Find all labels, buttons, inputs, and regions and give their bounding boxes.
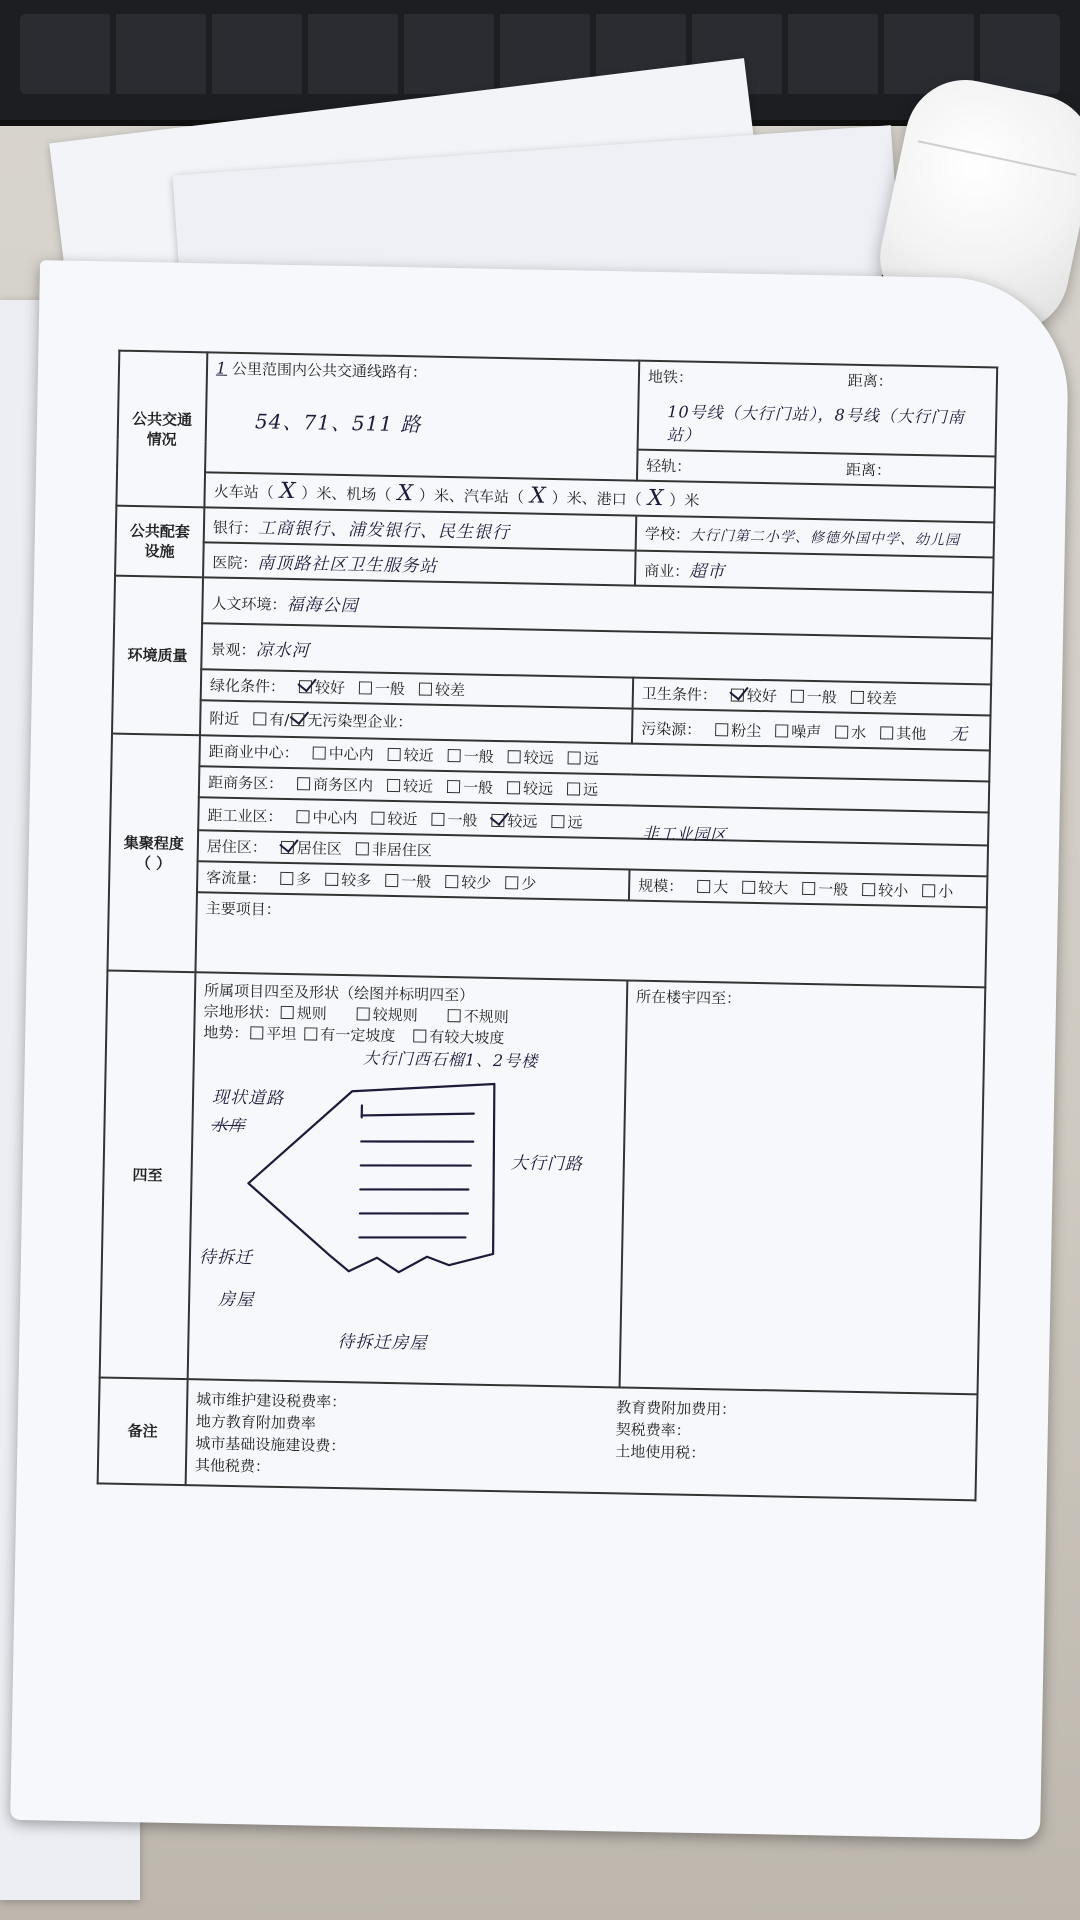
checkbox[interactable] — [880, 726, 893, 739]
greening-option-poor: 较差 — [434, 680, 466, 700]
checkbox[interactable] — [388, 748, 401, 761]
checkbox[interactable] — [413, 1029, 426, 1042]
checkbox[interactable] — [448, 749, 461, 762]
hygiene-option-good: 较好 — [746, 686, 778, 706]
checkbox[interactable] — [280, 872, 293, 885]
bus-station-label: ）米、汽车站（ — [418, 486, 525, 507]
checkbox-checked[interactable] — [291, 713, 304, 726]
checkbox[interactable] — [922, 884, 935, 897]
checkbox[interactable] — [250, 1026, 263, 1039]
case-seam — [918, 140, 1077, 176]
boundaries-sketch-cell — [188, 972, 628, 1387]
main-projects-label: 主要项目： — [205, 899, 281, 919]
business-option: 较远 — [522, 779, 554, 799]
checkbox[interactable] — [568, 751, 581, 764]
traffic-label: 客流量： — [206, 868, 267, 888]
metro-label: 地铁： — [647, 367, 694, 387]
scale-option: 大 — [713, 878, 729, 897]
checkbox-checked[interactable] — [299, 680, 312, 693]
business-option: 一般 — [462, 778, 494, 797]
terrain-option: 有较大坡度 — [429, 1027, 505, 1048]
terrain-option: 平坦 — [266, 1024, 297, 1044]
checkbox[interactable] — [802, 882, 815, 895]
hygiene-label: 卫生条件： — [641, 684, 718, 705]
greening-option-average: 一般 — [374, 679, 406, 699]
agglomeration-category: 集聚程度 （ ） — [107, 734, 200, 973]
survey-form — [94, 350, 999, 1657]
sketch-label-southwest: 待拆迁 — [198, 1247, 254, 1269]
business-option: 商务区内 — [312, 775, 374, 795]
checkbox[interactable] — [356, 842, 369, 855]
culture-label: 人文环境： — [211, 593, 287, 614]
terrain-option: 有一定坡度 — [320, 1025, 396, 1046]
checkbox[interactable] — [567, 782, 580, 795]
checkbox[interactable] — [304, 1027, 317, 1040]
traffic-option: 较多 — [341, 871, 372, 890]
train-station-mark: X — [279, 478, 296, 505]
traffic-option: 多 — [296, 870, 312, 889]
light-rail-distance-label: 距离： — [845, 460, 892, 480]
checkbox-checked[interactable] — [281, 841, 294, 854]
main-projects-cell — [195, 892, 986, 987]
sketch-label-south: 待拆迁房屋 — [337, 1332, 428, 1354]
remarks-cell — [186, 1379, 978, 1500]
keyboard-keys — [20, 14, 1060, 94]
boundary-sketch — [197, 1042, 617, 1380]
industrial-label: 距工业区： — [207, 806, 283, 826]
remarks-right — [615, 1396, 737, 1486]
checkbox[interactable] — [371, 812, 384, 825]
traffic-option: 较少 — [461, 873, 492, 892]
shape-label: 宗地形状： — [203, 1002, 279, 1022]
form-table — [97, 350, 999, 1502]
sketch-label-southwest-2: 房屋 — [217, 1289, 255, 1311]
transport-category: 公共交通 情况 — [116, 351, 207, 508]
light-rail-label: 轻轨： — [646, 456, 692, 476]
boundaries-category: 四至 — [100, 971, 196, 1380]
checkbox[interactable] — [359, 681, 372, 694]
checkbox[interactable] — [325, 873, 338, 886]
sketch-label-west-crossed: 水库 — [211, 1115, 246, 1136]
hospital-value: 南顶路社区卫生服务站 — [257, 553, 438, 577]
business-option: 较近 — [402, 777, 434, 796]
checkbox-checked[interactable] — [491, 814, 504, 827]
checkbox[interactable] — [715, 723, 728, 736]
checkbox[interactable] — [253, 712, 266, 725]
remark-line: 地方教育附加费率 — [195, 1412, 316, 1433]
bank-label: 银行： — [212, 518, 259, 538]
shape-option: 不规则 — [463, 1007, 509, 1027]
nearby-option-yes: 有/ — [269, 710, 290, 729]
airport-mark: X — [397, 481, 414, 507]
metro-value: 10号线（大行门站），8号线（大行门南站） — [666, 402, 965, 445]
commerce-label: 商业： — [644, 561, 690, 581]
commercial-option: 中心内 — [328, 744, 374, 764]
checkbox[interactable] — [281, 1006, 294, 1019]
industrial-option: 中心内 — [312, 808, 358, 828]
building-line — [361, 1163, 471, 1167]
industrial-note: 非工业园区 — [642, 823, 728, 845]
metro-distance-label: 距离： — [847, 371, 893, 391]
remarks-category: 备注 — [98, 1377, 188, 1485]
checkbox[interactable] — [313, 746, 326, 759]
sketch-label-north: 大行门西石榴1、2号楼 — [362, 1048, 539, 1071]
building-boundaries-label: 所在楼宇四至： — [635, 987, 742, 1008]
boundaries-title: 所属项目四至及形状（绘图并标明四至） — [203, 981, 475, 1005]
building-line — [360, 1187, 468, 1191]
industrial-option: 较远 — [507, 812, 538, 831]
building-line — [362, 1111, 474, 1117]
remark-line: 土地使用税： — [615, 1442, 706, 1463]
port-mark: X — [647, 485, 664, 512]
checkbox[interactable] — [387, 779, 400, 792]
pollution-option-water: 水 — [851, 723, 867, 743]
checkbox[interactable] — [742, 881, 755, 894]
pollution-label: 污染源： — [641, 719, 702, 739]
commercial-option: 较近 — [403, 746, 434, 765]
nearby-option-no: 无污染型企业： — [307, 711, 413, 732]
commerce-value: 超市 — [689, 561, 726, 583]
checkbox[interactable] — [851, 691, 864, 704]
checkbox[interactable] — [448, 1009, 461, 1022]
commercial-label: 距商业中心： — [208, 742, 299, 763]
commercial-option: 一般 — [463, 747, 494, 766]
scenery-value: 凉水河 — [255, 639, 310, 661]
building-line — [360, 1211, 468, 1215]
hospital-label: 医院： — [212, 553, 258, 573]
checkbox[interactable] — [297, 777, 310, 790]
commercial-option: 远 — [583, 749, 599, 768]
traffic-option: 一般 — [401, 872, 432, 891]
bus-prefix: 1 — [215, 358, 228, 378]
checkbox[interactable] — [385, 874, 398, 887]
remark-line: 教育费附加费用： — [616, 1398, 737, 1419]
scale-label: 规模： — [638, 876, 684, 896]
nearby-label: 附近 — [209, 709, 240, 729]
checkbox[interactable] — [447, 780, 460, 793]
business-option: 远 — [582, 780, 599, 799]
train-station-label: 火车站（ — [213, 482, 274, 502]
checkbox[interactable] — [862, 883, 875, 896]
checkbox[interactable] — [697, 880, 710, 893]
sketch-label-west: 现状道路 — [211, 1087, 285, 1109]
metro-cell — [638, 361, 998, 457]
industrial-option: 一般 — [447, 811, 478, 830]
checkbox[interactable] — [507, 781, 520, 794]
terrain-label: 地势： — [203, 1023, 249, 1043]
pollution-option-dust: 粉尘 — [731, 721, 762, 741]
remark-line: 契税费率： — [615, 1420, 691, 1440]
remarks-left — [195, 1388, 617, 1484]
bus-station-mark: X — [529, 483, 546, 509]
port-label: ）米、港口（ — [551, 488, 642, 509]
scale-option: 较大 — [758, 879, 789, 898]
culture-value: 福海公园 — [286, 594, 359, 616]
business-label: 距商务区： — [207, 773, 284, 793]
residential-option: 非居住区 — [371, 840, 433, 860]
industrial-option: 远 — [567, 813, 583, 832]
commercial-option: 较远 — [523, 748, 554, 768]
bus-lines-label: 公里范围内公共交通线路有： — [231, 359, 428, 382]
scale-option: 一般 — [818, 880, 849, 899]
hygiene-option-average: 一般 — [806, 687, 838, 707]
checkbox[interactable] — [505, 876, 518, 889]
traffic-option: 少 — [521, 874, 537, 893]
airport-label: ）米、机场（ — [301, 484, 392, 504]
bus-lines-value: 54、71、511 路 — [254, 409, 422, 437]
checkbox[interactable] — [551, 815, 564, 828]
facilities-category: 公共配套 设施 — [115, 506, 204, 578]
greening-label: 绿化条件： — [209, 676, 286, 696]
pollution-option-noise: 噪声 — [791, 722, 822, 742]
hygiene-option-poor: 较差 — [866, 689, 898, 708]
remark-line: 城市基础设施建设费： — [195, 1434, 346, 1456]
sketch-label-east: 大行门路 — [510, 1153, 584, 1175]
bus-lines-cell — [205, 352, 639, 480]
school-value: 大行门第二小学、修德外国中学、幼儿园 — [689, 527, 961, 549]
scale-option: 小 — [938, 882, 954, 901]
residential-label: 居住区： — [206, 837, 268, 857]
bank-value: 工商银行、浦发银行、民生银行 — [257, 518, 511, 544]
survey-form-sheet — [10, 260, 1070, 1839]
checkbox[interactable] — [296, 810, 309, 823]
checkbox[interactable] — [508, 750, 521, 763]
industrial-option: 较近 — [387, 809, 418, 829]
checkbox[interactable] — [791, 690, 804, 703]
checkbox[interactable] — [445, 875, 458, 888]
building-boundaries-cell — [620, 981, 986, 1395]
checkbox[interactable] — [431, 813, 444, 826]
checkbox-checked[interactable] — [731, 688, 744, 701]
remark-line: 其他税费： — [194, 1456, 271, 1476]
port-unit: ）米 — [669, 491, 700, 510]
site-outline — [247, 1079, 497, 1274]
checkbox[interactable] — [835, 725, 848, 738]
shape-option: 规则 — [296, 1004, 327, 1023]
shape-option: 较规则 — [372, 1005, 418, 1025]
remark-line: 城市维护建设税费率： — [196, 1390, 347, 1412]
school-label: 学校： — [644, 524, 691, 544]
checkbox[interactable] — [419, 682, 432, 695]
environment-category: 环境质量 — [112, 576, 203, 736]
pollution-option-other: 其他 — [896, 724, 927, 744]
pollution-value: 无 — [950, 724, 969, 746]
residential-option: 居住区 — [296, 839, 343, 859]
checkbox[interactable] — [775, 724, 788, 737]
scenery-label: 景观： — [210, 639, 256, 659]
checkbox[interactable] — [357, 1007, 370, 1020]
scale-option: 较小 — [878, 881, 909, 900]
building-line — [359, 1235, 465, 1239]
building-line — [361, 1139, 473, 1143]
greening-option-good: 较好 — [314, 678, 346, 698]
